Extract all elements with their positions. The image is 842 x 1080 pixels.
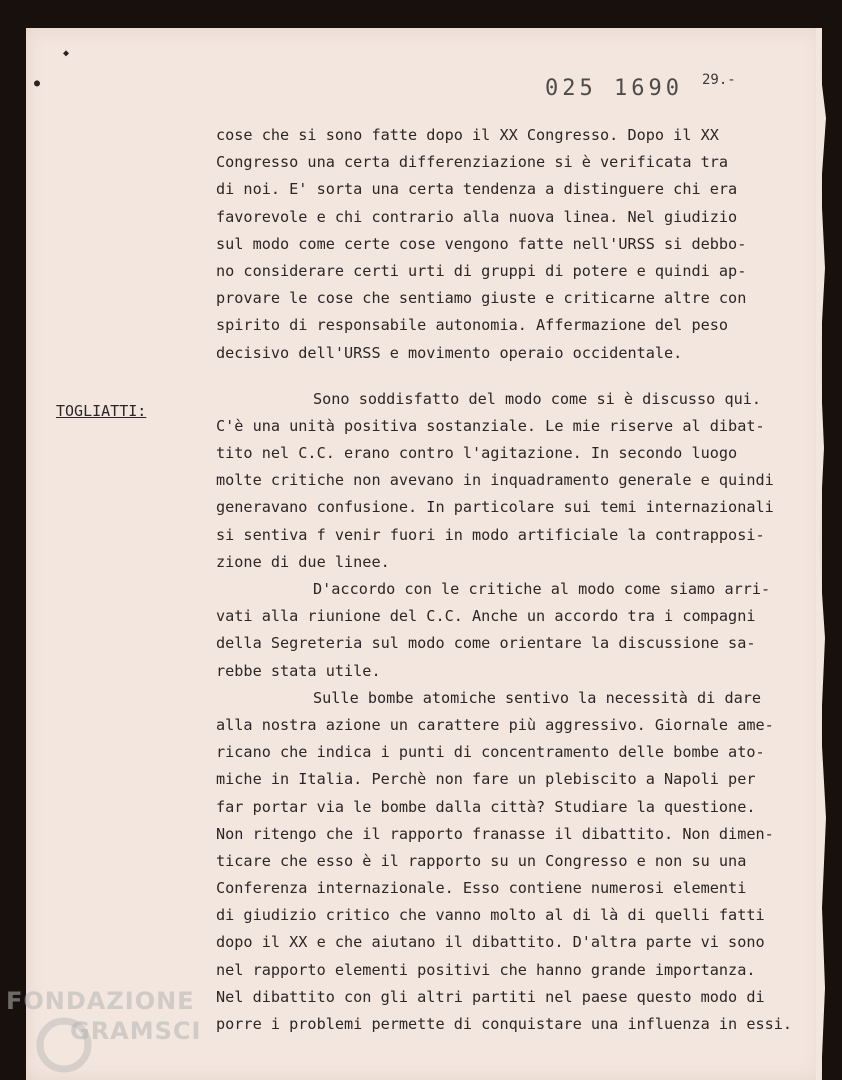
text-line: ticare che esso è il rapporto su un Congresso e non su una <box>216 851 747 870</box>
text-line: della Segreteria sul modo come orientare la discussione sa- <box>216 634 756 653</box>
archive-number: 025 1690 <box>545 76 683 101</box>
text-line: C'è una unità positiva sostanziale. Le mie riserve al dibat- <box>216 416 765 435</box>
text-line: di giudizio critico che vanno molto al di là di quelli fatti <box>216 906 765 925</box>
text-line: di noi. E' sorta una certa tendenza a distinguere chi era <box>216 180 738 199</box>
watermark-line-2: GRAMSCI <box>70 1017 202 1045</box>
text-line: zione di due linee. <box>216 552 390 571</box>
paragraph-gap <box>216 367 816 386</box>
paragraph <box>216 386 816 576</box>
text-line: Nel dibattito con gli altri partiti nel paese questo modo di <box>216 987 765 1006</box>
watermark-line-1: FONDAZIONE <box>6 987 195 1015</box>
page-number: 29.- <box>702 72 736 88</box>
paragraph <box>216 685 816 1038</box>
text-line: tito nel C.C. erano contro l'agitazione. In secondo luogo <box>216 444 738 463</box>
text-line: rebbe stata utile. <box>216 661 381 680</box>
text-line: vati alla riunione del C.C. Anche un accordo tra i compagni <box>216 607 756 626</box>
text-line: generavano confusione. In particolare sui temi internazionali <box>216 498 774 517</box>
text-line: Sono soddisfatto del modo come si è discusso qui. <box>313 389 762 408</box>
text-line: sul modo come certe cose vengono fatte nell'URSS si debbo- <box>216 234 747 253</box>
text-line: provare le cose che sentiamo giuste e criticarne altre con <box>216 289 747 308</box>
text-line: Congresso una certa differenziazione si è verificata tra <box>216 153 729 172</box>
text-line: far portar via le bombe dalla città? Studiare la questione. <box>216 797 756 816</box>
paragraph <box>216 122 816 367</box>
document-page <box>26 28 822 1080</box>
text-line: Sulle bombe atomiche sentivo la necessità di dare <box>313 688 762 707</box>
text-line: nel rapporto elementi positivi che hanno grande importanza. <box>216 960 756 979</box>
text-line: Conferenza internazionale. Esso contiene numerosi elementi <box>216 879 747 898</box>
text-line: molte critiche non avevano in inquadramento generale e quindi <box>216 471 774 490</box>
text-line: alla nostra azione un carattere più aggressivo. Giornale ame- <box>216 715 774 734</box>
text-line: Non ritengo che il rapporto franasse il dibattito. Non dimen- <box>216 824 774 843</box>
text-line: ricano che indica i punti di concentramento delle bombe ato- <box>216 743 765 762</box>
text-line: si sentiva f venir fuori in modo artificiale la contrapposi- <box>216 525 765 544</box>
text-line: decisivo dell'URSS e movimento operaio occidentale. <box>216 343 683 362</box>
text-line: dopo il XX e che aiutano il dibattito. D'altra parte vi sono <box>216 933 765 952</box>
document-body <box>216 122 816 1038</box>
text-line: D'accordo con le critiche al modo come siamo arri- <box>313 580 771 598</box>
text-line: spirito di responsabile autonomia. Affermazione del peso <box>216 316 729 335</box>
ink-mark: ◆ <box>63 48 70 59</box>
text-line: porre i problemi permette di conquistare una influenza in essi. <box>216 1015 793 1033</box>
speaker-label: TOGLIATTI: <box>56 402 147 420</box>
text-line: cose che si sono fatte dopo il XX Congresso. Dopo il XX <box>216 126 719 144</box>
fondazione-gramsci-watermark <box>0 985 230 1080</box>
ink-mark: ● <box>34 78 41 89</box>
torn-page-edge <box>816 28 836 1080</box>
paragraph <box>216 576 816 685</box>
text-line: no considerare certi urti di gruppi di potere e quindi ap- <box>216 261 747 280</box>
text-line: favorevole e chi contrario alla nuova linea. Nel giudizio <box>216 207 738 226</box>
text-line: miche in Italia. Perchè non fare un plebiscito a Napoli per <box>216 770 756 789</box>
